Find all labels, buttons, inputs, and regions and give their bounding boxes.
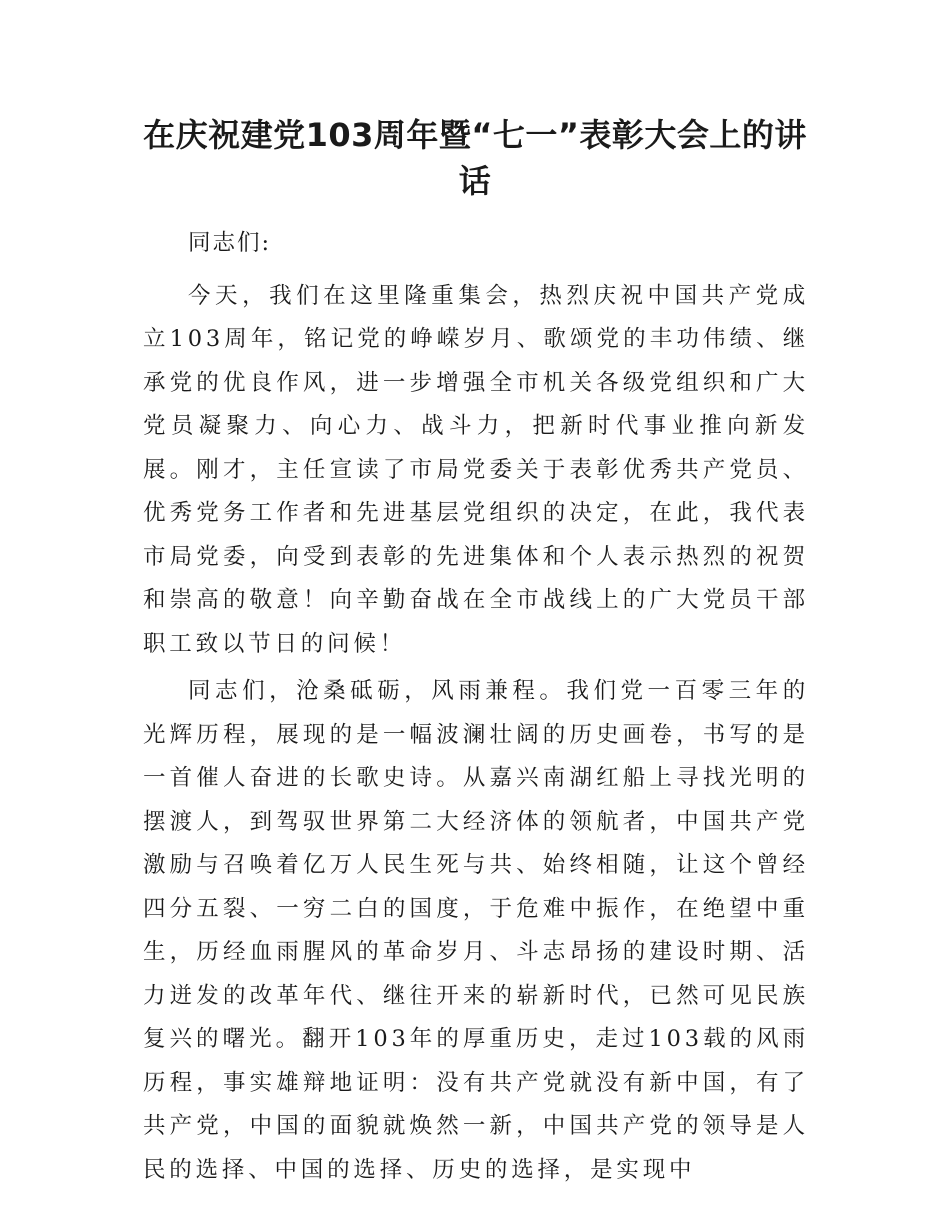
salutation: 同志们: xyxy=(188,230,272,256)
paragraph-history: 同志们，沧桑砥砺，风雨兼程。我们党一百零三年的光辉历程，展现的是一幅波澜壮阔的历史画卷，书写的是一首催人奋进的长歌史诗。从嘉兴南湖红船上寻找光明的摆渡人，到驾驭世界第二大经济体的领航者，中国共产党激励与召唤着亿万人民生死与共、始终相随，让这个曾经四分五裂、一穷二白的国度，于危难中振作，在绝望中重生，历经血雨腥风的革命岁月、斗志昂扬的建设时期、活力迸发的改革年代、继往开来的崭新时代，已然可见民族复兴的曙光。翻开103年的厚重历史，走过103载的风雨历程，事实雄辩地证明：没有共产党就没有新中国，有了共产党，中国的面貌就焕然一新，中国共产党的领导是人民的选择、中国的选择、历史的选择，是实现中 xyxy=(143,678,809,1183)
document-body xyxy=(143,222,809,1196)
document-title: 在庆祝建党103周年暨“七一”表彰大会上的讲话 xyxy=(143,116,807,200)
paragraph-opening: 今天，我们在这里隆重集会，热烈庆祝中国共产党成立103周年，铭记党的峥嵘岁月、歌颂党的丰功伟绩、继承党的优良作风，进一步增强全市机关各级党组织和广大党员凝聚力、向心力、战斗力，把新时代事业推向新发展。刚才，主任宣读了市局党委关于表彰优秀共产党员、优秀党务工作者和先进基层党组织的决定，在此，我代表市局党委，向受到表彰的先进集体和个人表示热烈的祝贺和崇高的敬意！向辛勤奋战在全市战线上的广大党员干部职工致以节日的问候！ xyxy=(143,282,809,657)
